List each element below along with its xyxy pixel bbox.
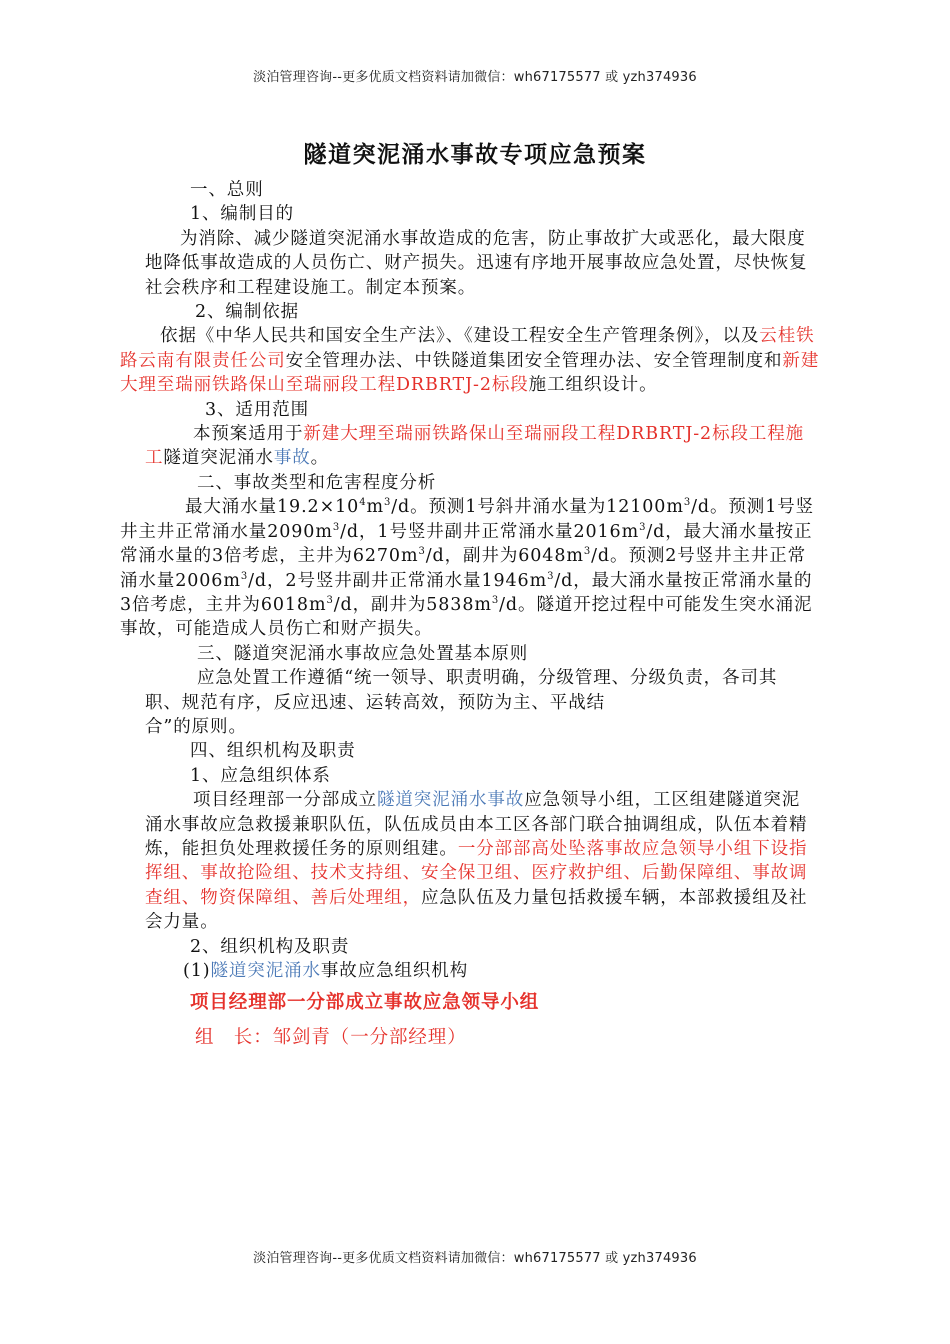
subsection-org-system-heading: 1、应急组织体系	[190, 765, 331, 786]
project-section-name: 新建大理至瑞丽铁路保山至瑞丽段工程DRBRTJ-2标段	[120, 350, 820, 396]
document-body	[120, 178, 820, 1050]
basis-paragraph: 依据《中华人民共和国安全生产法》、《建设工程安全生产管理条例》，以及云桂铁路云南有限责任公司安全管理办法、中铁隧道集团安全管理办法、安全管理制度和新建大理至瑞丽铁路保山至瑞丽段工程DRBRTJ-2标段施工组织设计。	[120, 326, 820, 396]
org-system-paragraph: 项目经理部一分部成立隧道突泥涌水事故应急领导小组，工区组建隧道突泥涌水事故应急救援兼职队伍，队伍成员由本工区各部门联合抽调组成，队伍本着精炼，能担负处理救援任务的原则组建。一分部部高处坠落事故应急领导小组下设指挥组、事故抢险组、技术支持组、安全保卫组、医疗救护组、后勤保障组、事故调查组、物资保障组、善后处理组，应急队伍及力量包括救援车辆，本部救援组及社会力量。	[145, 790, 808, 933]
principle-paragraph-end: 合”的原则。	[145, 716, 247, 737]
client-company-name: 云桂铁路云南有限责任公司	[120, 326, 815, 371]
inflow-analysis-paragraph: 最大涌水量$19.2\times 10^4m^3/d$。预测1号斜井涌水量为$12100m^3/d$。预测1号竖井主井正常涌水量$2090m^3/d$，1号竖井副井正常涌水量$2016m^3/d$，最大涌水量按正常涌水量的3倍考虑，主井为$6270m^3/d$，副井为$6048m^3/d$。预测2号竖井主井正常涌水量$2006m^3/d$，2号竖井副井正常涌水量$1946m^3/d$，最大涌水量按正常涌水量的3倍考虑，主井为$6018m^3/d$，副井为$5838m^3/d$。隧道开挖过程中可能发生突水涌泥事故，可能造成人员伤亡和财产损失。	[120, 497, 815, 640]
scope-project-name: 新建大理至瑞丽铁路保山至瑞丽段工程DRBRTJ-2标段工程施工	[145, 424, 805, 469]
subsection-scope-heading: 3、适用范围	[205, 399, 310, 420]
subsection-purpose-heading: 1、编制目的	[190, 204, 295, 225]
document-title: 隧道突泥涌水事故专项应急预案	[303, 141, 647, 168]
leadership-group-heading: 项目经理部一分部成立事故应急领导小组	[190, 992, 540, 1014]
principle-paragraph: 应急处置工作遵循“统一领导、职责明确，分级管理、分级负责，各司其职、规范有序，反应迅速、运转高效，预防为主、平战结	[145, 668, 778, 713]
page-footer: 淡泊管理咨询--更多优质文档资料请加微信：wh67175577 或 yzh374936	[253, 1251, 697, 1266]
subsection-basis-heading: 2、编制依据	[195, 302, 300, 323]
org-groups-list: 一分部部高处坠落事故应急领导小组下设指挥组、事故抢险组、技术支持组、安全保卫组、医疗救护组、后勤保障组、事故调查组、物资保障组、善后处理组，	[145, 838, 808, 908]
section-4-heading: 四、组织机构及职责	[190, 741, 356, 762]
page-header: 淡泊管理咨询--更多优质文档资料请加微信：wh67175577 或 yzh374936	[253, 70, 697, 85]
scope-paragraph: 本预案适用于新建大理至瑞丽铁路保山至瑞丽段工程DRBRTJ-2标段工程施工隧道突泥涌水事故。	[145, 424, 805, 469]
section-3-heading: 三、隧道突泥涌水事故应急处置基本原则	[197, 643, 529, 664]
section-1-heading: 一、总则	[190, 180, 264, 200]
subsection-org-duties-heading: 2、组织机构及职责	[190, 936, 350, 957]
purpose-paragraph: 为消除、减少隧道突泥涌水事故造成的危害，防止事故扩大或恶化，最大限度地降低事故造成的人员伤亡、财产损失。迅速有序地开展事故应急处置，尽快恢复社会秩序和工程建设施工。制定本预案。	[145, 228, 808, 298]
scope-accident-word: 事故	[273, 448, 311, 469]
org-item-accident-type: 隧道突泥涌水	[210, 961, 321, 981]
section-2-heading: 二、事故类型和危害程度分析	[197, 472, 437, 493]
group-leader-line: 组 长：邹剑青（一分部经理）	[195, 1026, 467, 1048]
org-accident-type: 隧道突泥涌水事故	[377, 790, 525, 811]
org-item-1: (1)隧道突泥涌水事故应急组织机构	[183, 961, 469, 981]
